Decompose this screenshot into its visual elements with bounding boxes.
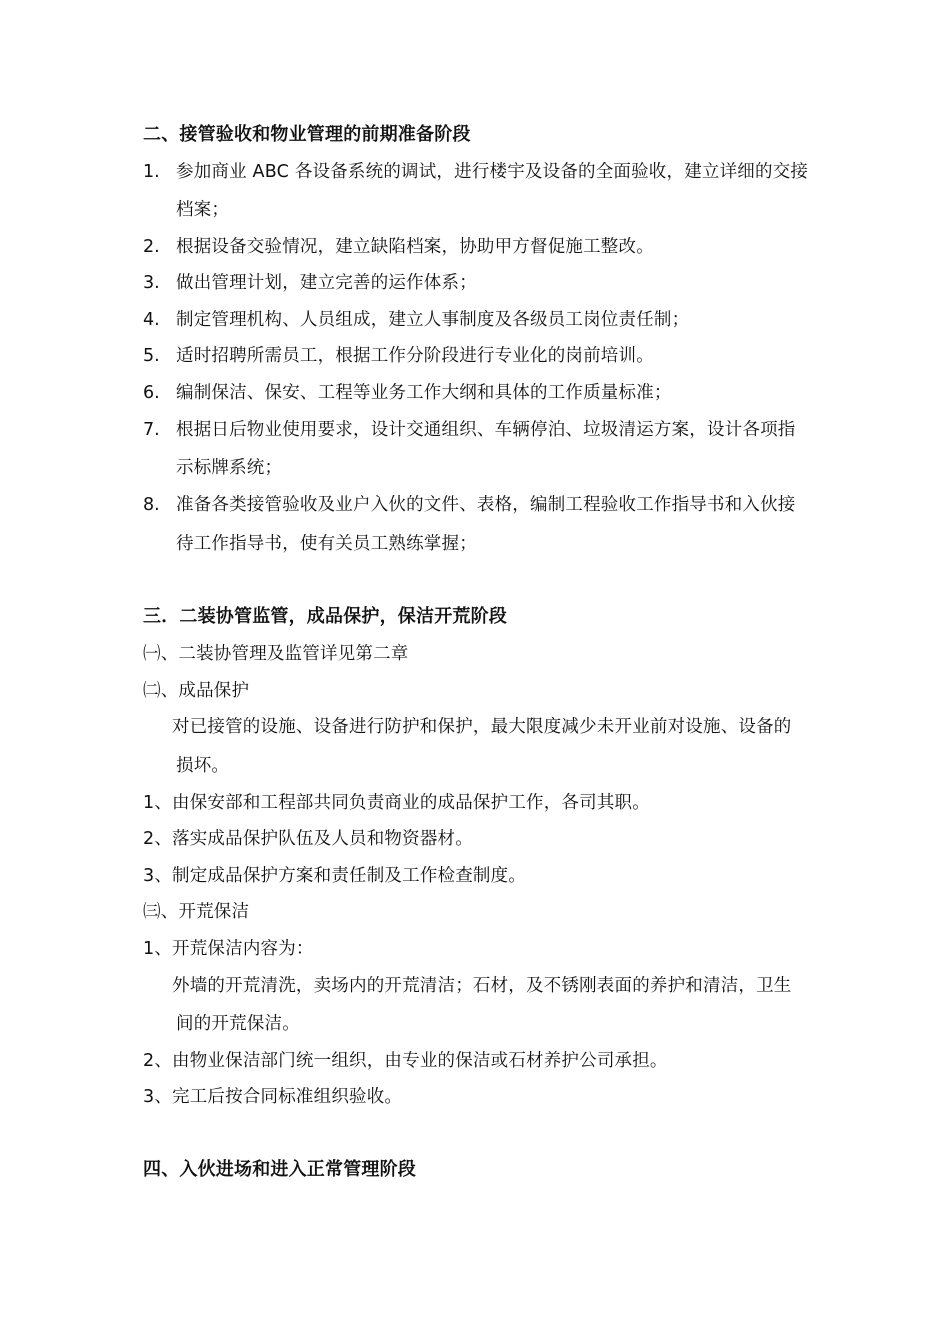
list-item-text: 编制保洁、保安、工程等业务工作大纲和具体的工作质量标准； <box>176 383 672 403</box>
list-item-text: 2、落实成品保护队伍及人员和物资器材。 <box>143 829 473 849</box>
item-number: 2. <box>143 237 160 257</box>
list-item-text: 1、开荒保洁内容为： <box>143 939 314 959</box>
list-item-text: 做出管理计划，建立完善的运作体系； <box>176 273 477 293</box>
list-item-text: 参加商业 ABC 各设备系统的调试，进行楼宇及设备的全面验收，建立详细的交接 <box>176 162 809 182</box>
list-item-text: 根据日后物业使用要求，设计交通组织、车辆停泊、垃圾清运方案，设计各项指 <box>176 420 796 440</box>
item-number: 5. <box>143 346 160 366</box>
list-item-text: 3、完工后按合同标准组织验收。 <box>143 1087 403 1107</box>
section-heading: 四、入伙进场和进入正常管理阶段 <box>143 1159 416 1180</box>
list-item-text: 适时招聘所需员工，根据工作分阶段进行专业化的岗前培训。 <box>176 346 654 366</box>
paragraph-text: 间的开荒保洁。 <box>176 1014 300 1034</box>
list-item-text: 根据设备交验情况，建立缺陷档案，协助甲方督促施工整改。 <box>176 237 654 257</box>
list-item-text: 3、制定成品保护方案和责任制及工作检查制度。 <box>143 866 527 886</box>
item-number: 4. <box>143 310 160 330</box>
list-item-text: 待工作指导书，使有关员工熟练掌握； <box>176 534 477 554</box>
list-item-text: 2、由物业保洁部门统一组织，由专业的保洁或石材养护公司承担。 <box>143 1051 668 1071</box>
item-number: 8. <box>143 495 160 515</box>
list-item-text: 准备各类接管验收及业户入伙的文件、表格，编制工程验收工作指导书和入伙接 <box>176 495 796 515</box>
item-number: 1. <box>143 162 160 182</box>
item-number: 6. <box>143 383 160 403</box>
list-item-text: 制定管理机构、人员组成，建立人事制度及各级员工岗位责任制； <box>176 310 690 330</box>
paragraph-text: 对已接管的设施、设备进行防护和保护，最大限度减少未开业前对设施、设备的 <box>172 717 792 737</box>
list-item-text: 1、由保安部和工程部共同负责商业的成品保护工作，各司其职。 <box>143 793 650 813</box>
section-heading: 二、接管验收和物业管理的前期准备阶段 <box>143 124 471 145</box>
list-item-text: 档案； <box>176 200 230 220</box>
subsection-title: ㈠、二装协管理及监管详见第二章 <box>143 644 409 664</box>
item-number: 7. <box>143 420 160 440</box>
list-item-text: 示标牌系统； <box>176 458 283 478</box>
item-number: 3. <box>143 273 160 293</box>
subsection-title: ㈡、成品保护 <box>143 681 250 701</box>
paragraph-text: 外墙的开荒清洗，卖场内的开荒清洁；石材，及不锈刚表面的养护和清洁，卫生 <box>172 976 792 996</box>
paragraph-text: 损坏。 <box>176 756 230 776</box>
section-heading: 三．二装协管监管，成品保护，保洁开荒阶段 <box>143 606 507 627</box>
subsection-title: ㈢、开荒保洁 <box>143 902 250 922</box>
